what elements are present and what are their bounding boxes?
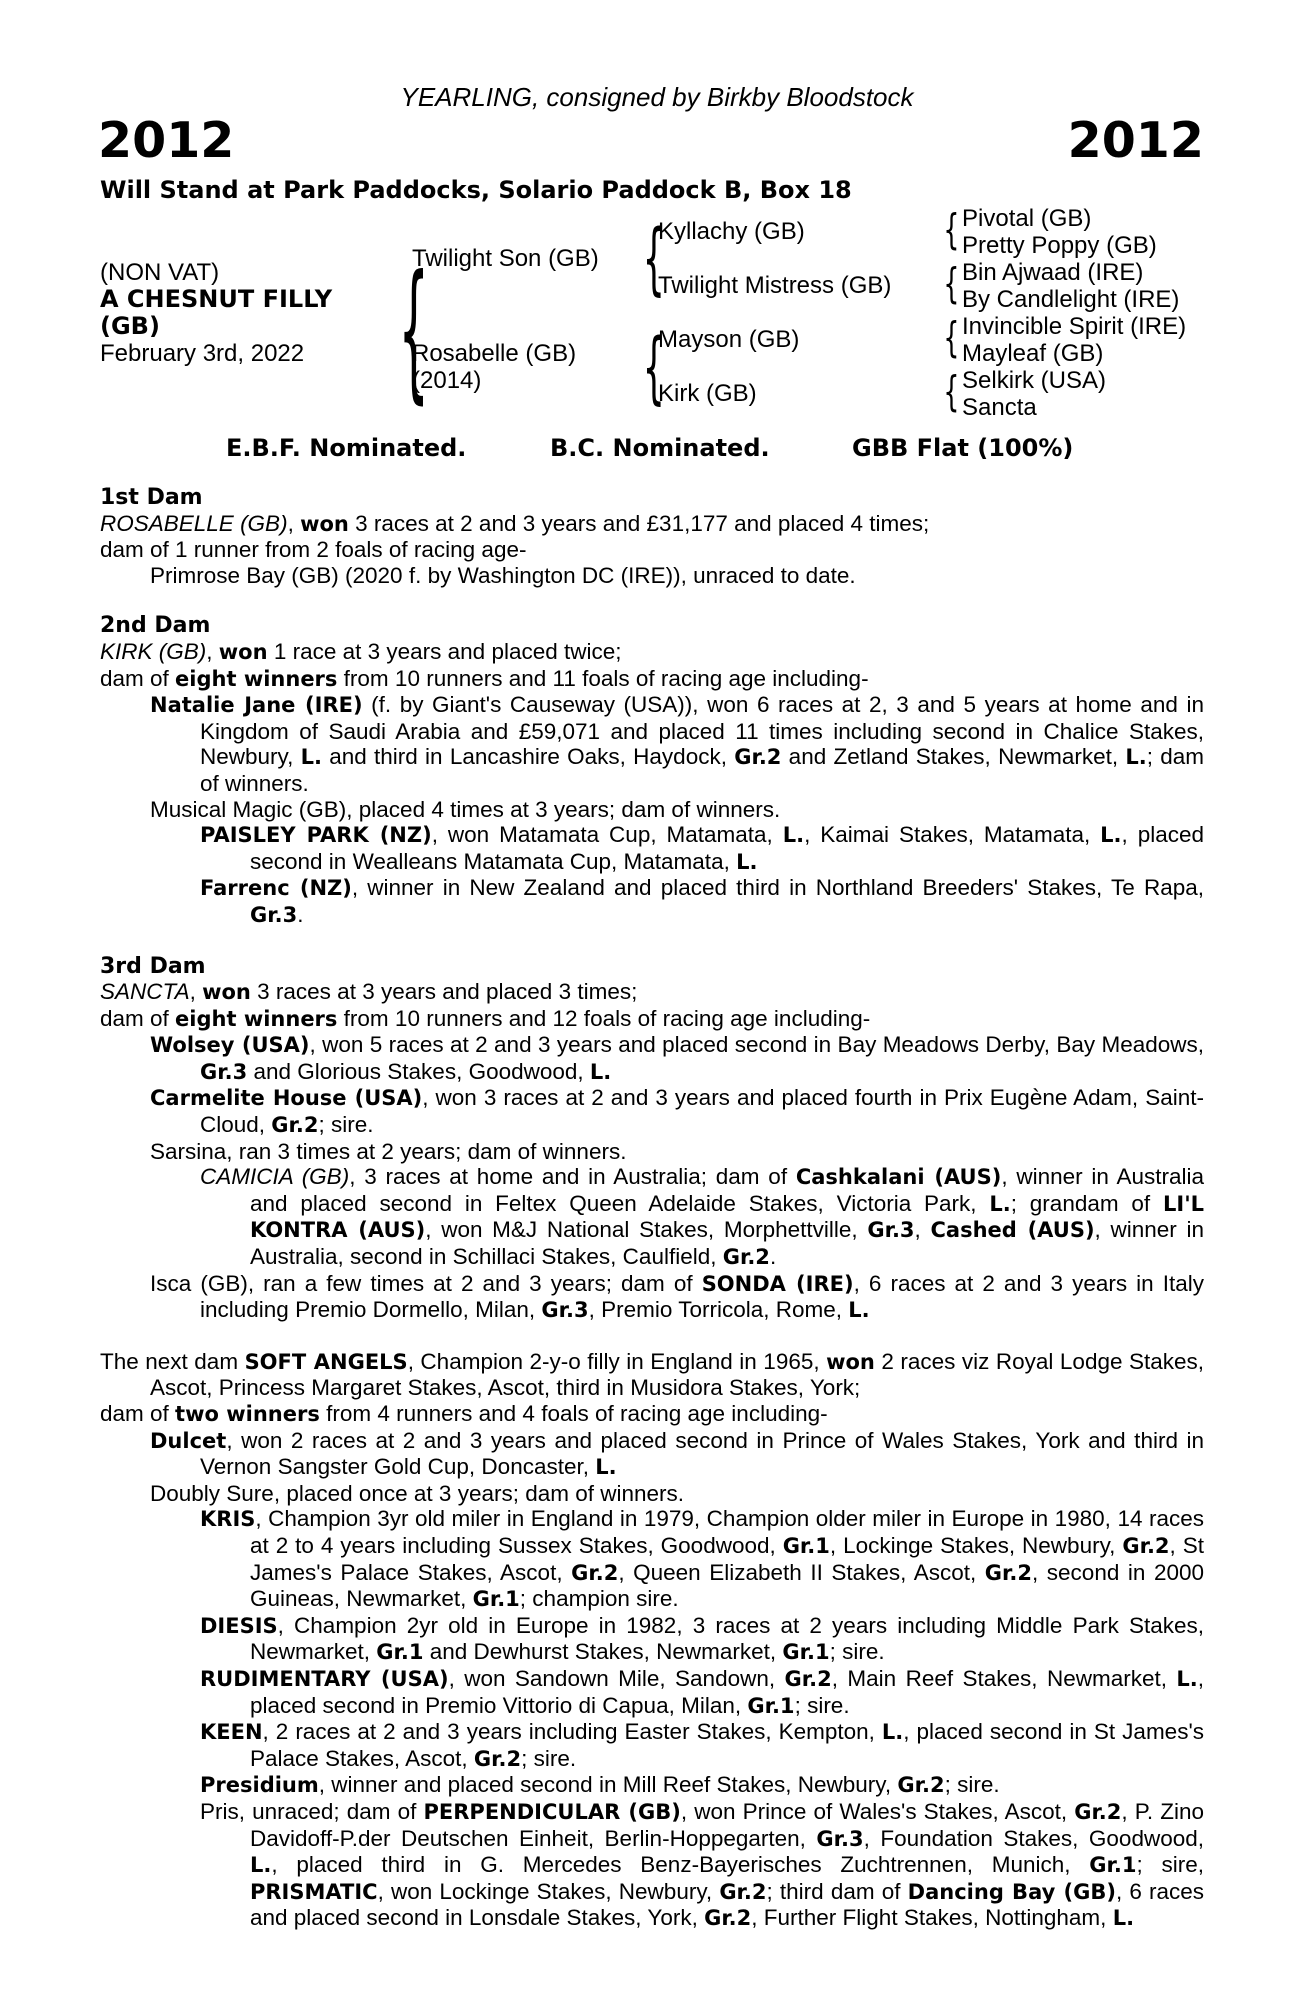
horse-name: A CHESNUT FILLY xyxy=(100,285,333,313)
race-grade: L. xyxy=(1112,1906,1135,1931)
winners-count: two winners xyxy=(175,1402,320,1426)
text: 2 races viz Royal Lodge Stakes, Ascot, Princess Margaret Stakes, Ascot, third in Musidora Stakes, York; xyxy=(150,1348,1205,1401)
text: , won 3 races at 2 and 3 years and placed fourth in Prix Eugène Adam, Saint-Cloud, xyxy=(200,1085,1204,1138)
text: , Main Reef Stakes, Newmarket, xyxy=(831,1665,1177,1691)
text: , St James's Palace Stakes, Ascot, xyxy=(250,1532,1204,1585)
pedigree-brace-g1: { xyxy=(943,205,960,254)
text: , winner in Australia and placed second in Feltex Queen Adelaide Stakes, Victoria Park, xyxy=(250,1164,1204,1216)
text: dam of xyxy=(100,1005,176,1031)
ggdam-3: Mayleaf (GB) xyxy=(962,340,1104,367)
text: . xyxy=(297,901,304,927)
race-grade: L. xyxy=(736,849,758,874)
race-grade: Gr.2 xyxy=(1122,1533,1170,1558)
text: from 10 runners and 12 foals of racing age including- xyxy=(337,1005,871,1031)
text: , winner in New Zealand and placed third in Northland Breeders' Stakes, Te Rapa, xyxy=(351,875,1204,901)
race-grade: Gr.1 xyxy=(782,1640,830,1665)
text: Isca (GB), ran a few times at 2 and 3 years; dam of xyxy=(150,1270,702,1296)
first-dam-record: ROSABELLE (GB), won 3 races at 2 and 3 years and £31,177 and placed 4 times; xyxy=(100,510,930,536)
pedigree-brace-g2: { xyxy=(943,259,960,308)
horse-name: PRISMATIC xyxy=(250,1879,378,1904)
third-dam-name: SANCTA xyxy=(100,979,190,1005)
next-dam-name: SOFT ANGELS xyxy=(244,1349,408,1374)
produce-entry xyxy=(100,1613,1204,1666)
text: The next dam xyxy=(100,1348,245,1374)
text: , Lockinge Stakes, Newbury, xyxy=(829,1532,1123,1558)
dam-details xyxy=(100,485,1204,1932)
horse-name: DIESIS xyxy=(200,1613,278,1638)
horse-name: Farrenc (NZ) xyxy=(200,876,352,901)
first-dam-heading: 1st Dam xyxy=(100,485,203,510)
race-grade: Gr.1 xyxy=(1089,1853,1137,1878)
first-dam-section xyxy=(100,485,1204,588)
horse-name: Cashed (AUS) xyxy=(930,1218,1095,1243)
ggsire-4: Selkirk (USA) xyxy=(962,367,1107,394)
race-grade: L. xyxy=(1100,823,1122,848)
text: , Champion 2-y-o filly in England in 1965, xyxy=(407,1348,827,1374)
won-label: won xyxy=(202,980,251,1005)
text: from 4 runners and 4 foals of racing age including- xyxy=(319,1401,828,1426)
race-grade: Gr.2 xyxy=(719,1879,767,1904)
text: , Kaimai Stakes, Matamata, xyxy=(804,822,1101,848)
text: , xyxy=(914,1217,931,1243)
next-dam-section xyxy=(100,1349,1204,1932)
text: , won Matamata Cup, Matamata, xyxy=(431,822,783,848)
text: ; grandam of xyxy=(1010,1190,1163,1216)
pedigree-brace-sire: { xyxy=(642,214,665,304)
won-label: won xyxy=(300,511,349,536)
dam-sire-name: Mayson (GB) xyxy=(658,326,800,353)
horse-name: LI'L KONTRA (AUS) xyxy=(250,1191,1205,1243)
text: and third in Lancashire Oaks, Haydock, xyxy=(321,744,735,770)
text: from 10 runners and 11 foals of racing age including- xyxy=(337,665,869,691)
horse-name: KEEN xyxy=(200,1720,263,1745)
produce-entry: Doubly Sure, placed once at 3 years; dam of winners. xyxy=(150,1480,685,1506)
text: , winner in Australia, second in Schillaci Stakes, Caulfield, xyxy=(250,1217,1204,1270)
text: , won Lockinge Stakes, Newbury, xyxy=(377,1878,720,1904)
produce-entry xyxy=(100,1799,1204,1932)
winners-count: eight winners xyxy=(175,666,338,691)
text: ; third dam of xyxy=(766,1878,908,1904)
lot-number-left: 2012 xyxy=(98,112,235,169)
produce-entry xyxy=(100,822,1204,875)
third-dam-heading: 3rd Dam xyxy=(100,953,206,979)
text: and Dewhurst Stakes, Newmarket, xyxy=(423,1639,783,1665)
first-dam-produce: dam of 1 runner from 2 foals of racing age- xyxy=(100,537,527,563)
text: , Queen Elizabeth II Stakes, Ascot, xyxy=(618,1559,985,1585)
race-grade: Gr.1 xyxy=(747,1693,795,1718)
ebf-nomination: E.B.F. Nominated. xyxy=(226,434,467,462)
race-grade: Gr.2 xyxy=(1074,1799,1122,1824)
race-grade: L. xyxy=(1125,745,1147,770)
race-grade: L. xyxy=(989,1191,1011,1216)
race-grade: Gr.3 xyxy=(250,902,298,927)
bc-nomination: B.C. Nominated. xyxy=(550,434,770,462)
race-grade: Gr.2 xyxy=(722,1245,770,1270)
first-dam-name: ROSABELLE (GB) xyxy=(100,510,288,536)
pedigree-brace-g4: { xyxy=(943,367,960,416)
record-text: 1 race at 3 years and placed twice; xyxy=(267,638,622,664)
horse-name: SONDA (IRE) xyxy=(701,1271,854,1296)
text: , Further Flight Stakes, Nottingham, xyxy=(751,1905,1113,1931)
vat-status: (NON VAT) xyxy=(100,259,220,286)
record-text: 3 races at 2 and 3 years and £31,177 and placed 4 times; xyxy=(348,510,930,536)
produce-entry xyxy=(100,1772,1204,1799)
race-grade: Gr.3 xyxy=(200,1059,248,1084)
second-dam-name: KIRK (GB) xyxy=(100,638,207,664)
text: , Premio Torricola, Rome, xyxy=(588,1297,849,1323)
race-grade: Gr.2 xyxy=(704,1906,752,1931)
produce-entry xyxy=(100,1428,1204,1481)
text: , placed second in St James's Palace Stakes, Ascot, xyxy=(250,1719,1204,1771)
race-grade: Gr.3 xyxy=(867,1218,915,1243)
text: ; sire. xyxy=(521,1745,577,1771)
race-grade: L. xyxy=(1176,1666,1198,1691)
text: , placed third in G. Mercedes Benz-Bayerisches Zuchtrennen, Munich, xyxy=(271,1852,1090,1878)
text: , placed second in Premio Vittorio di Capua, Milan, xyxy=(250,1665,1204,1718)
text: , 2 races at 2 and 3 years including Easter Stakes, Kempton, xyxy=(262,1719,882,1745)
text: . xyxy=(769,1244,777,1270)
won-label: won xyxy=(826,1349,875,1374)
text: Pris, unraced; dam of xyxy=(200,1798,424,1824)
gbb-status: GBB Flat (100%) xyxy=(852,434,1074,462)
second-dam-record: KIRK (GB), won 1 race at 3 years and placed twice; xyxy=(100,638,622,664)
produce-entry xyxy=(100,875,1204,928)
text: , won Prince of Wales's Stakes, Ascot, xyxy=(680,1798,1075,1824)
race-grade: Gr.2 xyxy=(271,1113,319,1138)
race-grade: L. xyxy=(595,1455,617,1480)
race-grade: Gr.1 xyxy=(472,1587,520,1612)
text: ; sire. xyxy=(829,1639,885,1665)
horse-name: Dancing Bay (GB) xyxy=(907,1879,1116,1904)
race-grade: Gr.2 xyxy=(473,1746,522,1771)
text: ; champion sire. xyxy=(519,1586,679,1612)
text: , won M&J National Stakes, Morphettville, xyxy=(425,1217,868,1243)
race-grade: Gr.1 xyxy=(376,1640,424,1665)
sire-dam-name: Twilight Mistress (GB) xyxy=(658,272,892,299)
pedigree-brace-gen1: { xyxy=(398,244,429,418)
won-label: won xyxy=(218,639,268,664)
third-dam-section xyxy=(100,954,1204,1324)
race-grade: Gr.2 xyxy=(784,1666,832,1691)
record-text: 3 races at 3 years and placed 3 times; xyxy=(250,979,638,1005)
ggdam-2: By Candlelight (IRE) xyxy=(962,286,1180,313)
pedigree-brace-g3: { xyxy=(943,313,960,362)
produce-entry: Primrose Bay (GB) (2020 f. by Washington DC (IRE)), unraced to date. xyxy=(150,562,856,588)
winners-count: eight winners xyxy=(175,1006,338,1031)
produce-entry: Musical Magic (GB), placed 4 times at 3 years; dam of winners. xyxy=(150,796,781,822)
text: ; sire. xyxy=(318,1112,374,1138)
text: and Zetland Stakes, Newmarket, xyxy=(781,744,1126,770)
race-grade: L. xyxy=(250,1853,272,1878)
text: and Glorious Stakes, Goodwood, xyxy=(247,1058,590,1084)
next-dam-record xyxy=(100,1349,1204,1401)
text: , winner and placed second in Mill Reef Stakes, Newbury, xyxy=(318,1772,898,1798)
produce-entry xyxy=(100,1506,1204,1612)
race-grade: Gr.2 xyxy=(571,1560,619,1585)
text: ; dam of winners. xyxy=(200,744,1204,796)
dam-foaling-year: (2014) xyxy=(412,367,482,394)
race-grade: L. xyxy=(589,1059,612,1084)
text: , P. Zino Davidoff-P.der Deutschen Einheit, Berlin-Hoppegarten, xyxy=(250,1798,1204,1851)
race-grade: Gr.1 xyxy=(782,1533,830,1558)
horse-name: KRIS xyxy=(200,1507,256,1532)
horse-name: CAMICIA (GB) xyxy=(200,1164,350,1190)
ggdam-1: Pretty Poppy (GB) xyxy=(962,232,1157,259)
dam-dam-name: Kirk (GB) xyxy=(658,380,757,407)
produce-entry xyxy=(100,1085,1204,1138)
horse-name: Wolsey (USA) xyxy=(150,1033,310,1058)
text: , won 5 races at 2 and 3 years and placed second in Bay Meadows Derby, Bay Meadows, xyxy=(309,1032,1204,1058)
ggdam-4: Sancta xyxy=(962,394,1037,421)
pedigree-brace-dam: { xyxy=(642,323,665,413)
catalogue-subtitle: YEARLING, consigned by Birkby Bloodstock xyxy=(400,82,914,112)
foaling-date: February 3rd, 2022 xyxy=(100,340,305,367)
text: , 6 races and placed second in Lonsdale Stakes, York, xyxy=(250,1878,1205,1931)
horse-origin: (GB) xyxy=(100,312,160,340)
race-grade: Gr.2 xyxy=(734,745,782,770)
race-grade: Gr.3 xyxy=(816,1826,864,1851)
third-dam-produce xyxy=(100,1006,1204,1033)
race-grade: L. xyxy=(848,1298,870,1323)
stabling-location: Will Stand at Park Paddocks, Solario Paddock B, Box 18 xyxy=(100,176,852,204)
text: , Foundation Stakes, Goodwood, xyxy=(863,1825,1204,1851)
ggsire-2: Bin Ajwaad (IRE) xyxy=(962,259,1144,286)
lot-number-right: 2012 xyxy=(1067,112,1204,169)
second-dam-section xyxy=(100,613,1204,928)
text: , Champion 3yr old miler in England in 1979, Champion older miler in Europe in 1980, 14 races at 2 to 4 years including Sussex Stakes, Goodwood, xyxy=(250,1506,1204,1558)
horse-name: PAISLEY PARK (NZ) xyxy=(200,823,432,848)
horse-name: Dulcet xyxy=(150,1428,227,1453)
horse-name: Cashkalani (AUS) xyxy=(795,1165,1002,1190)
horse-name: Carmelite House (USA) xyxy=(150,1086,423,1111)
sire-sire-name: Kyllachy (GB) xyxy=(658,218,805,245)
second-dam-heading: 2nd Dam xyxy=(100,613,211,639)
ggsire-1: Pivotal (GB) xyxy=(962,205,1092,232)
dam-name: Rosabelle (GB) xyxy=(412,340,577,367)
text: , 6 races at 2 and 3 years in Italy including Premio Dormello, Milan, xyxy=(200,1270,1204,1323)
produce-entry xyxy=(100,692,1204,796)
text: dam of xyxy=(100,1401,176,1426)
text: , second in 2000 Guineas, Newmarket, xyxy=(250,1559,1205,1612)
produce-entry xyxy=(100,1271,1204,1324)
text: , placed second in Wealleans Matamata Cup, Matamata, xyxy=(250,822,1204,874)
produce-entry: Sarsina, ran 3 times at 2 years; dam of winners. xyxy=(150,1138,627,1164)
text: , won 2 races at 2 and 3 years and placed second in Prince of Wales Stakes, York and third in Vernon Sangster Gold Cup, Doncaster, xyxy=(200,1427,1204,1480)
next-dam-produce xyxy=(100,1401,1204,1428)
produce-entry xyxy=(100,1666,1204,1719)
horse-name: Presidium xyxy=(200,1773,319,1798)
produce-entry xyxy=(100,1164,1204,1270)
produce-entry xyxy=(100,1719,1204,1772)
race-grade: Gr.3 xyxy=(541,1298,589,1323)
race-grade: L. xyxy=(300,745,322,770)
text: dam of xyxy=(100,665,176,691)
race-grade: L. xyxy=(881,1720,904,1745)
second-dam-produce xyxy=(100,666,1204,693)
text: , 3 races at home and in Australia; dam of xyxy=(349,1164,796,1190)
horse-name: PERPENDICULAR (GB) xyxy=(423,1799,681,1824)
horse-name: Natalie Jane (IRE) xyxy=(150,693,363,718)
text: ; sire, xyxy=(1136,1852,1204,1878)
ggsire-3: Invincible Spirit (IRE) xyxy=(962,313,1187,340)
race-grade: Gr.2 xyxy=(984,1560,1032,1585)
produce-entry xyxy=(100,1032,1204,1085)
race-grade: Gr.2 xyxy=(897,1773,945,1798)
race-grade: L. xyxy=(782,823,805,848)
text: (f. by Giant's Causeway (USA)), won 6 races at 2, 3 and 5 years at home and in Kingdom of Saudi Arabia and £59,071 and placed 11 times including second in Chalice Stakes, Newbury, xyxy=(200,692,1204,770)
text: ; sire. xyxy=(794,1692,850,1718)
third-dam-record: SANCTA, won 3 races at 3 years and placed 3 times; xyxy=(100,979,638,1005)
text: ; sire. xyxy=(944,1772,1000,1798)
sire-name: Twilight Son (GB) xyxy=(412,245,599,272)
horse-name: RUDIMENTARY (USA) xyxy=(200,1666,449,1691)
text: , Champion 2yr old in Europe in 1982, 3 races at 2 years including Middle Park Stakes, Newmarket, xyxy=(250,1612,1204,1665)
text: , won Sandown Mile, Sandown, xyxy=(448,1665,785,1691)
